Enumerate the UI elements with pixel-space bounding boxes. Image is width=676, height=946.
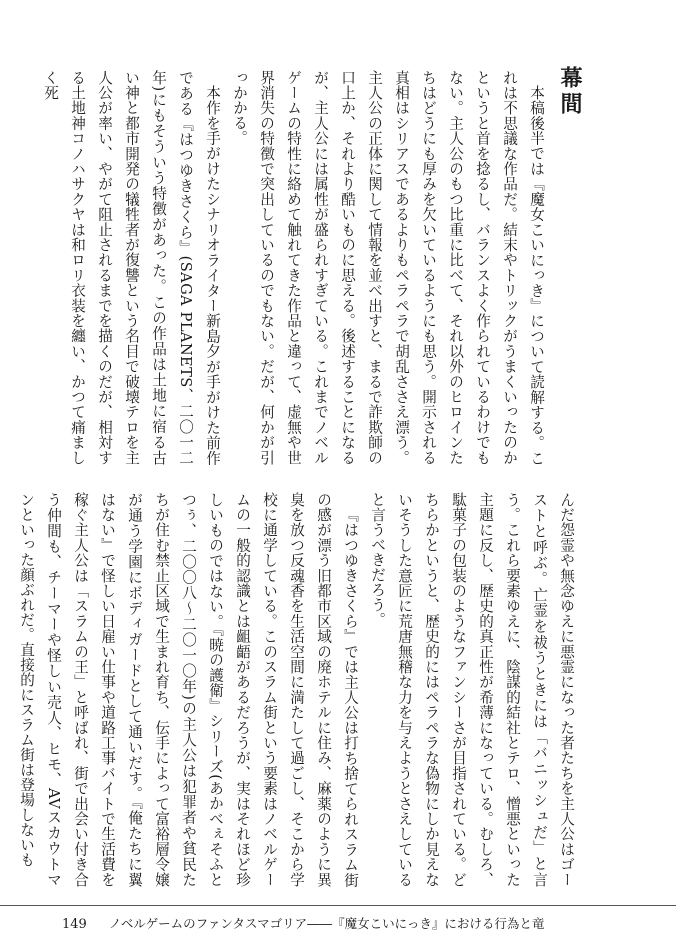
running-title: ノベルゲームのファンタスマゴリア――『魔女こいにっき』における行為と竜 xyxy=(108,916,545,931)
paragraph: 『はつゆきさくら』では主人公は打ち捨てられスラム街の感が漂う旧都市区域の廃ホテルに住み、麻薬のように異臭を放つ反魂香を生活空間に満たして過ごし、そこから学校に通学している。このスラム街という要素はノベルゲームの一般的認識とは齟齬があるだろうが、実はそれほど珍しいものではない。『暁の護衛』シリーズ(あかべぇそふとつぅ、二〇〇八〜二〇一〇年)の主人公は犯罪者や貧民たちが住む禁止区域で生まれ育ち、伝手によって富裕層令嬢が通う学園にボディガードとして通いだす。『俺たちに翼はない』で怪しい日雇い仕事や道路工事バイトで生活費を稼ぐ主人公は「スラムの王」と呼ばれ、街で出会い付き合う仲間も、チーマーや怪しい売人、ヒモ、AVスカウトマンといった顔ぶれだ。直接的にスラム街は登場しないも xyxy=(18,492,359,887)
paragraph: 本稿後半では『魔女こいにっき』について読解する。これは不思議な作品だ。結末やトリックがうまくいったのかというと首を捻るし、バランスよく作られているわけでもない。主人公のもつ比重に比べて、それ以外のヒロインたちはどうにも厚みを欠いているようにも思う。開示される真相はシリアスであるよりもペラペラで胡乱ささえ漂う。主人公の正体に関して情報を並べ出すと、まるで詐欺師の口上か、それより酷いものに思える。後述することになるが、主人公には属性が盛られすぎている。これまでノベルゲームの特性に絡めて触れてきた作品と違って、虚無や世界消失の特徴で突出しているのでもない。だが、何かが引っかかる。 xyxy=(231,70,545,465)
upper-text-tier xyxy=(42,70,550,465)
paragraph: んだ怨霊や無念ゆえに悪霊になった者たちを主人公はゴーストと呼ぶ。亡霊を祓うときには「バニッシュだ」と言う。これら要素ゆえに、陰謀的結社とテロ、憎悪といった主題に反し、歴史的真正性が希薄になっている。むしろ、駄菓子の包装のようなファンシーさが目指されている。どちらかというと、歴史的にはペラペラな偽物にしか見えないそうした意匠に荒唐無稽な力を与えようとさえしていると言うべきだろう。 xyxy=(369,492,575,887)
lower-text-tier xyxy=(18,492,580,887)
page-footer xyxy=(62,914,544,932)
paragraph: 本作を手がけたシナリオライター新島夕が手がけた前作である『はつゆきさくら』(SAGA PLANETS、二〇一二年)にもそういう特徴があった。この作品は土地に宿る古い神と都市開発の犠牲者が復讐という名目で破壊テロを主人公が率い、やがて阻止されるまでを描くのだが、相対する土地神コノハサクヤは和ロリ衣装を纏い、かつて痛ましく死 xyxy=(42,70,221,465)
page-number: 149 xyxy=(62,917,87,932)
section-title: 幕間 xyxy=(557,66,582,118)
footer-rule xyxy=(0,905,676,906)
